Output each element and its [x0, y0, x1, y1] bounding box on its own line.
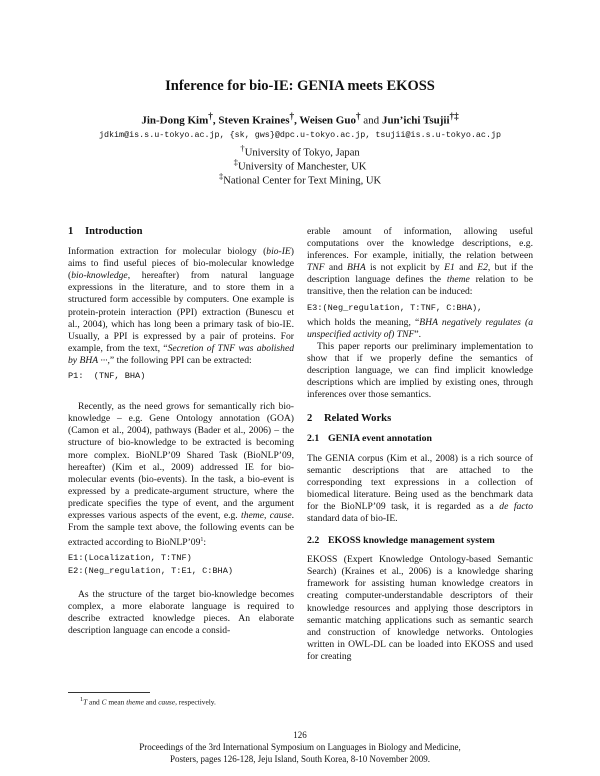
- left-column: [68, 226, 294, 637]
- paper-title: Inference for bio-IE: GENIA meets EKOSS: [165, 78, 435, 94]
- affiliation-manchester: ‡University of Manchester, UK: [233, 157, 367, 173]
- paragraph-intro-1: Information extraction for molecular biology (bio-IE) aims to find useful pieces of bio-molecular knowledge (bio-knowledge, hereafter) from natural language expressions in the literature, and to store them in a structured form accessible by computers. One example is protein-protein interaction (PPI) extraction (Bunescu et al., 2004), which has long been a primary task of bio-IE. Usually, a PPI is expressed by a pair of proteins. For example, from the text, “Secretion of TNF was abolished by BHA ···,” the following PPI can be extracted:: [68, 246, 295, 366]
- proceedings-line-1: Proceedings of the 3rd International Symposium on Languages in Biology and Medicine,: [139, 742, 461, 752]
- author-and: and: [363, 114, 380, 127]
- subsection-heading-ekoss: 2.2 EKOSS knowledge management system: [307, 535, 495, 547]
- footnote-rule: [68, 692, 150, 693]
- code-inferred-event: E3:(Neg_regulation, T:TNF, C:BHA),: [307, 302, 483, 313]
- footnote-1: $^1$T and C mean theme and cause, respectively.: [80, 697, 216, 707]
- proceedings-line-2: Posters, pages 126-128, Jeju Island, South Korea, 8-10 November 2009.: [170, 754, 430, 764]
- code-ppi-example: P1: (TNF, BHA): [68, 371, 146, 382]
- code-event-examples: E1:(Localization, T:TNF) E2:(Neg_regulation, T:E1, C:BHA): [68, 553, 234, 576]
- paragraph-ekoss: EKOSS (Expert Knowledge Ontology-based Semantic Search) (Kraines et al., 2006) is a knowledge sharing framework for assisting human knowledge creators in creating computer-understandable descriptors of their knowledge resources and applying those descriptors in semantic matching applications such as semantic search and construction of knowledge networks. Ontologies written in OWL-DL can be loaded into EKOSS and used for creating: [307, 554, 533, 662]
- paragraph-intro-2: Recently, as the need grows for semantically rich bio-knowledge – e.g. Gene Ontology annotation (GOA) (Camon et al., 2004), pathways (Bader et al., 2006) – the structure of bio-knowledge to be extracted is becoming more complex. BioNLP’09 Shared Task (BioNLP’09, hereafter) (Kim et al., 2009) addressed IE for bio-molecular events (bio-events). In the task, a bio-event is expressed by a predicate-argument structure, where the predicate specifies the type of event, and the argument expresses various aspects of the event, e.g. theme, cause. From the sample text above, the following events can be extracted according to $BioNLP’09^1$:: [68, 401, 294, 549]
- paragraph-intro-5: This paper reports our preliminary implementation to show that if we properly define the semantics of description language, we can find implicit knowledge descriptions which are implied by existing ones, through inferences over those semantics.: [307, 340, 533, 401]
- author-tsujii: Jun’ichi Tsujii: [381, 114, 450, 127]
- affiliation-nactem: ‡National Center for Text Mining, UK: [218, 171, 382, 187]
- paragraph-genia: The GENIA corpus (Kim et al., 2008) is a rich source of semantic descriptions that are attached to the corresponding text expressions in a collection of biomedical literature. Being used as the benchmark data for the BioNLP’09 task, it is regarded as a de facto standard data of bio-IE.: [307, 452, 534, 524]
- author-kraines: Steven Kraines: [218, 114, 290, 127]
- paragraph-inferred-meaning: which holds the meaning, “BHA negatively regulates (a unspecified activity of) TNF”.: [307, 316, 533, 340]
- subsection-heading-genia: 2.1 GENIA event annotation: [307, 433, 432, 445]
- author-kim: Jin-Dong Kim: [141, 114, 209, 127]
- author-emails: jdkim@is.s.u-tokyo.ac.jp, {sk, gws}@dpc.u-tokyo.ac.jp, tsujii@is.s.u-tokyo.ac.jp: [98, 130, 502, 140]
- author-line: Jin-Dong Kim†, Steven Kraines†, Weisen Guo† and Jun’ichi Tsujii†‡: [141, 111, 459, 127]
- paragraph-intro-3: As the structure of the target bio-knowledge becomes complex, a more elaborate language is required to describe extracted knowledge pieces. An elaborate description language can encode a consid-: [68, 588, 294, 636]
- right-column: [307, 226, 533, 663]
- section-heading-related-works: 2 Related Works: [307, 413, 392, 425]
- affiliation-tokyo: †University of Tokyo, Japan: [240, 143, 360, 159]
- author-guo: Weisen Guo: [299, 114, 356, 127]
- page-number: 126: [293, 730, 307, 740]
- section-heading-introduction: 1 Introduction: [68, 226, 143, 237]
- paragraph-intro-4: erable amount of information, allowing useful computations over the knowledge descriptions, e.g. inferences. For example, initially, the relation between TNF and BHA is not explicit by E1 and E2, but if the description language defines the theme relation to be transitive, then the relation can be induced:: [307, 226, 534, 298]
